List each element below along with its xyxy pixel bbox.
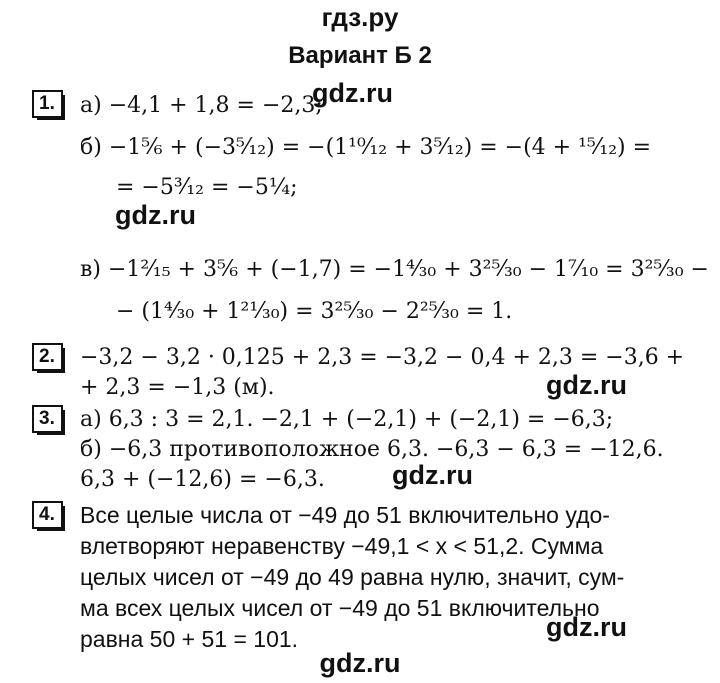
task-4-line-1: Все целые числа от −49 до 51 включительно удо- [80, 502, 610, 528]
task-4-line-2: влетворяют неравенству −49,1 < x < 51,2. Сумма [80, 533, 604, 559]
watermark: gdz.ru [115, 200, 196, 230]
task-3-line-b: б) −6,3 противоположное 6,3. −6,3 − 6,3 = −12,6. [80, 437, 664, 462]
task-number-4: 4. [32, 501, 63, 529]
task-1-line-v: в) −1²⁄₁₅ + 3⁵⁄₆ + (−1,7) = −1⁴⁄₃₀ + 3²⁵⁄₃₀ − 1⁷⁄₁₀ = 3²⁵⁄₃₀ − [80, 257, 709, 282]
watermark: gdz.ru [546, 370, 627, 400]
task-1-line-v-cont: − (1⁴⁄₃₀ + 1²¹⁄₃₀) = 3²⁵⁄₃₀ − 2²⁵⁄₃₀ = 1. [116, 299, 513, 324]
task-2-line-2: + 2,3 = −1,3 (м). [80, 375, 275, 400]
task-1-line-a: а) −4,1 + 1,8 = −2,3; [80, 93, 323, 118]
watermark: gdz.ru [546, 612, 627, 642]
site-header: гдз.ру [321, 2, 399, 32]
task-number-1: 1. [32, 90, 63, 118]
task-1-line-b-cont: = −5³⁄₁₂ = −5¼; [116, 175, 298, 200]
variant-title: Вариант Б 2 [288, 42, 432, 69]
task-3-line-a: а) 6,3 : 3 = 2,1. −2,1 + (−2,1) + (−2,1) = −6,3; [80, 407, 614, 432]
task-1-line-b: б) −1⁵⁄₆ + (−3⁵⁄₁₂) = −(1¹⁰⁄₁₂ + 3⁵⁄₁₂) = −(4 + ¹⁵⁄₁₂) = [80, 135, 652, 160]
task-number-2: 2. [32, 343, 63, 371]
task-4-line-4: ма всех целых чисел от −49 до 51 включительно [80, 595, 600, 621]
watermark: gdz.ru [392, 460, 473, 490]
task-4-line-3: целых чисел от −49 до 49 равна нулю, значит, сум- [80, 564, 625, 590]
watermark-bottom: gdz.ru [319, 648, 401, 678]
task-number-3: 3. [32, 405, 63, 433]
watermark: gdz.ru [312, 78, 393, 108]
task-2-line-1: −3,2 − 3,2 · 0,125 + 2,3 = −3,2 − 0,4 + 2,3 = −3,6 + [80, 345, 685, 370]
task-4-line-5: равна 50 + 51 = 101. [80, 626, 299, 652]
task-3-line-c: 6,3 + (−12,6) = −6,3. [80, 467, 325, 492]
